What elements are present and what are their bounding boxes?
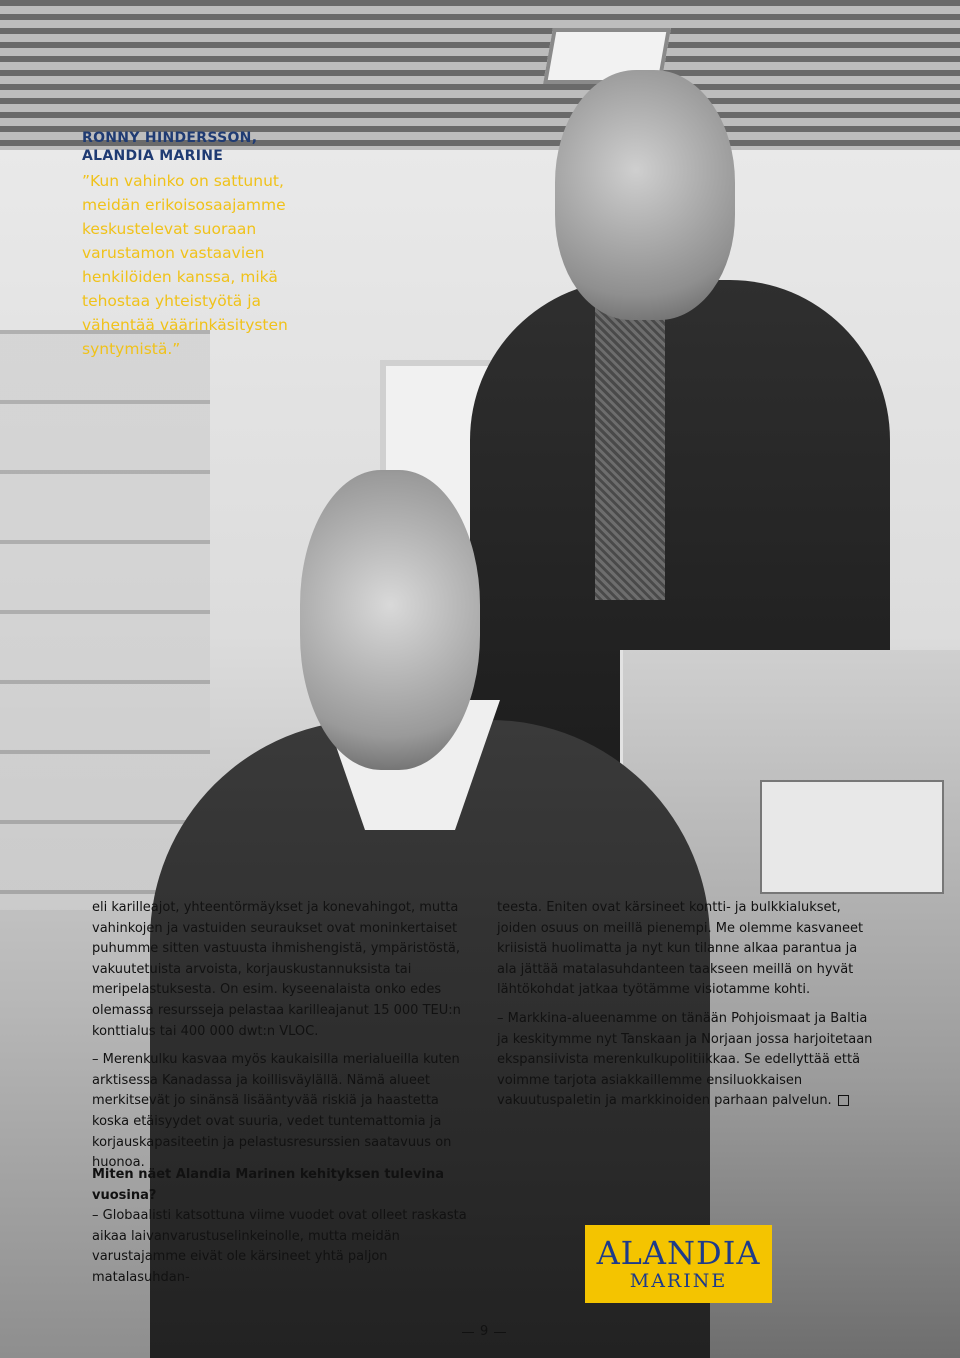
glass-shelf [0, 330, 210, 910]
logo-word-alandia: ALANDIA [596, 1234, 761, 1272]
seated-man-head [300, 470, 480, 770]
logo-word-marine: MARINE [629, 1270, 728, 1292]
page-number-value: 9 [480, 1324, 489, 1339]
alandia-marine-logo [585, 1225, 772, 1303]
pull-quote [82, 129, 322, 361]
quote-attribution-company: ALANDIA MARINE [82, 148, 224, 164]
page-number-rule-left [462, 1332, 474, 1333]
end-mark-icon [838, 1095, 849, 1106]
ship-model-bridge [760, 780, 944, 894]
paragraph: teesta. Eniten ovat kärsineet kontti- ja bulkkialukset, joiden osuus on meillä pienempi. Me olemme kasvaneet kriisistä huolimatta ja nyt kun tilanne alkaa parantua ja ala jättää matalasuhdanteen taakseen meillä on hyvät lähtökohdat jatkaa työtämme visiotamme kohti. [497, 900, 864, 998]
standing-man-shirt [595, 300, 665, 600]
quote-attribution-name: RONNY HINDERSSON, [82, 130, 258, 146]
ceiling-slats [0, 0, 960, 150]
page-number [462, 1324, 506, 1340]
interview-question-heading: Miten näet Alandia Marinen kehityksen tulevina vuosina? [92, 1167, 445, 1203]
paragraph: eli karilleajot, yhteentörmäykset ja konevahingot, mutta vahinkojen ja vastuiden seuraukset ovat moninkertaiset puhumme sitten vastuusta ihmishengistä, ympäristöstä, vakuutetuista arvoista, korjauskustannuksista tai meripelastuksesta. On esim. kyseenalaista onko edes olemassa resursseja pelastaa karilleajanut 15 000 TEU:n konttialus tai 400 000 dwt:n VLOC. [92, 900, 461, 1039]
paragraph-text: – Markkina-alueenamme on tänään Pohjoismaat ja Baltia ja keskitymme nyt Tanskaan ja Norjaan jossa harjoitetaan ekspansiivista merenkulkupolitiikkaa. Se edellyttää että voimme tarjota asiakkaillemme ensiluokkaisen vakuutuspaletin ja markkinoiden parhaan palvelun. [497, 1010, 873, 1109]
article-column-right [497, 898, 879, 1112]
page-number-rule-right [494, 1332, 506, 1333]
paragraph: – Merenkulku kasvaa myös kaukaisilla merialueilla kuten arktisessa Kanadassa ja koillisväylällä. Nämä alueet merkitsevät jo sinänsä lisääntyvää riskiä ja haastetta koska etäisyydet ovat suuria, vedet tuntemattomia ja korjauskapasiteetin ja pelastusresurssien saatavuus on huonoa. [92, 1052, 460, 1171]
paragraph: – Globaalisti katsottuna viime vuodet ovat olleet raskasta aikaa laivanvarustuselinkeinolle, mutta meidän varustajamme eivät ole kärsineet yhtä paljon matalasuhdan- [92, 1208, 467, 1285]
standing-man-head [555, 70, 735, 320]
article-column-left-top [92, 898, 470, 1174]
quote-text: ”Kun vahinko on sattunut, meidän erikoisosaajamme keskustelevat suoraan varustamon vastaavien henkilöiden kanssa, mikä tehostaa yhteistyötä ja vähentää väärinkäsitysten syntymistä.” [82, 172, 288, 358]
article-column-left-bottom [92, 1165, 470, 1289]
paragraph [497, 1009, 879, 1112]
